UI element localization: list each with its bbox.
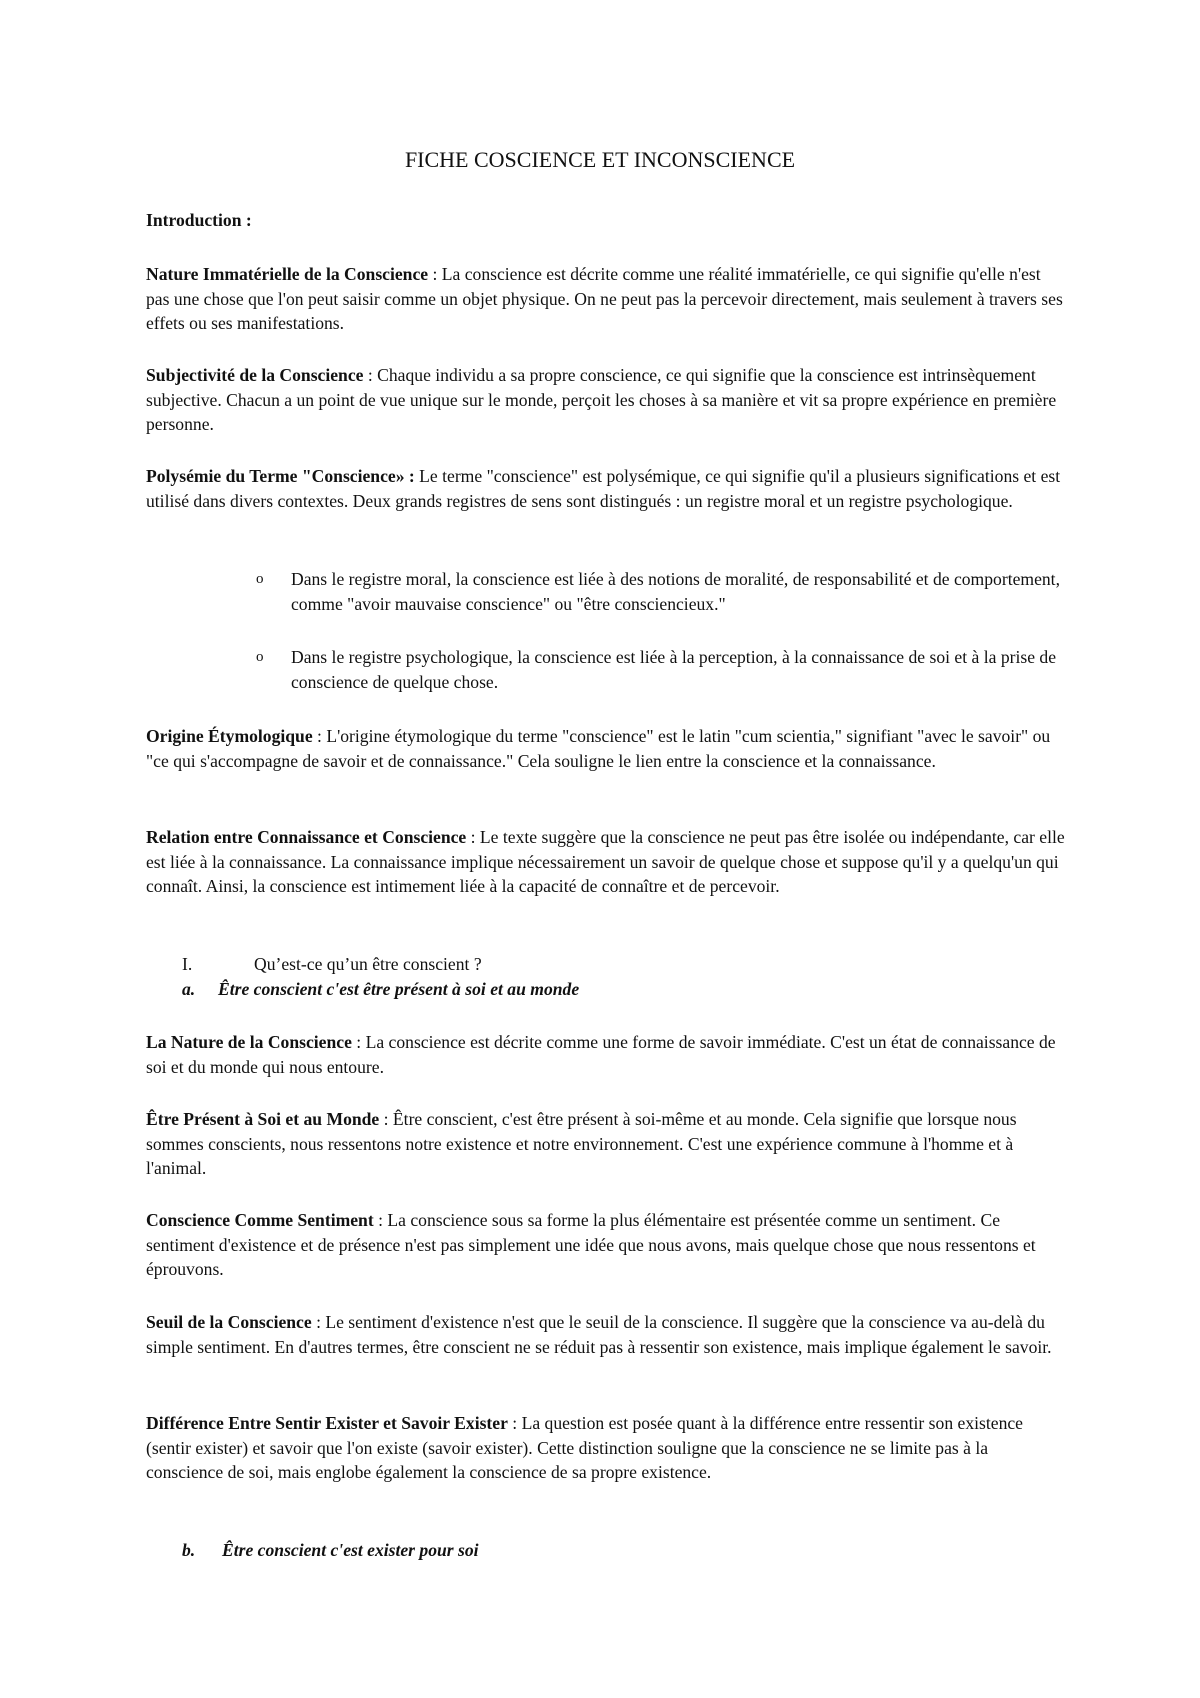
paragraph-text: : La conscience est décrite comme une réalité immatérielle, ce qui signifie qu'elle n'est pas une chose que l'on peut saisir comme un objet physique. On ne peut pas la percevoir directement, mais seulement à travers ses effets ou ses manifestations. — [146, 264, 1063, 333]
paragraph-text: : L'origine étymologique du terme "conscience" est le latin "cum scientia," signifiant "avec le savoir" ou "ce qui s'accompagne de savoir et de connaissance." Cela souligne le lien entre la conscience et la connaissance. — [146, 726, 1051, 771]
section-number: I. — [182, 954, 193, 974]
paragraph-text: Le terme "conscience" est polysémique, ce qui signifie qu'il a plusieurs significations et est utilisé dans divers contextes. Deux grands registres de sens sont distingués : un registre moral et un registre psychologique. — [146, 466, 1061, 511]
paragraph-term: Relation entre Connaissance et Conscience — [146, 827, 467, 847]
paragraph-nature-conscience — [146, 1030, 1066, 1079]
paragraph-text: : La question est posée quant à la différence entre ressentir son existence (sentir exister) et savoir que l'on existe (savoir exister). Cette distinction souligne que la conscience ne se limite pas à la conscience de soi, mais englobe également la conscience de sa propre existence. — [146, 1413, 1023, 1482]
list-item-text: Dans le registre moral, la conscience est liée à des notions de moralité, de responsabilité et de comportement, comme "avoir mauvaise conscience" ou "être consciencieux." — [291, 569, 1060, 614]
paragraph-polysemie — [146, 464, 1066, 513]
paragraph-term: Conscience Comme Sentiment — [146, 1210, 374, 1230]
paragraph-etre-present — [146, 1107, 1066, 1181]
paragraph-origine-etymologique — [146, 724, 1066, 773]
list-item-text: Dans le registre psychologique, la conscience est liée à la perception, à la connaissance de soi et à la prise de conscience de quelque chose. — [291, 647, 1057, 692]
paragraph-subjectivite — [146, 363, 1066, 437]
subsection-title: Être conscient c'est exister pour soi — [222, 1540, 479, 1560]
paragraph-text: : Chaque individu a sa propre conscience, ce qui signifie que la conscience est intrinsèquement subjective. Chacun a un point de vue unique sur le monde, perçoit les choses à sa manière et vit sa propre expérience en première personne. — [146, 365, 1057, 434]
bullet-marker: o — [256, 571, 264, 587]
paragraph-term: Différence Entre Sentir Exister et Savoir Exister — [146, 1413, 508, 1433]
paragraph-nature-immaterielle — [146, 262, 1066, 336]
paragraph-difference — [146, 1411, 1066, 1485]
paragraph-text: : Le texte suggère que la conscience ne peut pas être isolée ou indépendante, car elle est liée à la connaissance. La connaissance implique nécessairement un savoir de quelque chose et suppose qu'il y a quelqu'un qui connaît. Ainsi, la conscience est intimement liée à la capacité de connaître et de percevoir. — [146, 827, 1065, 896]
subsection-title: Être conscient c'est être présent à soi et au monde — [218, 979, 580, 999]
paragraph-term: Être Présent à Soi et au Monde — [146, 1109, 380, 1129]
subsection-letter: a. — [182, 979, 196, 999]
paragraph-text: : La conscience sous sa forme la plus élémentaire est présentée comme un sentiment. Ce sentiment d'existence et de présence n'est pas simplement une idée que nous avons, mais quelque chose que nous ressentons et éprouvons. — [146, 1210, 1036, 1279]
paragraph-term: Subjectivité de la Conscience — [146, 365, 364, 385]
paragraph-term: Polysémie du Terme "Conscience» : — [146, 466, 415, 486]
paragraph-term: Origine Étymologique — [146, 726, 313, 746]
paragraph-sentiment — [146, 1208, 1066, 1282]
paragraph-seuil — [146, 1310, 1066, 1359]
bullet-marker: o — [256, 649, 264, 665]
paragraph-text: : Le sentiment d'existence n'est que le seuil de la conscience. Il suggère que la conscience va au-delà du simple sentiment. En d'autres termes, être conscient ne se réduit pas à ressentir son existence, mais implique également le savoir. — [146, 1312, 1052, 1357]
subsection-letter: b. — [182, 1540, 196, 1560]
page-title: FICHE COSCIENCE ET INCONSCIENCE — [404, 147, 796, 172]
paragraph-term: Nature Immatérielle de la Conscience — [146, 264, 429, 284]
section-title: Qu’est-ce qu’un être conscient ? — [254, 954, 482, 974]
paragraph-text: : La conscience est décrite comme une forme de savoir immédiate. C'est un état de connaissance de soi et du monde qui nous entoure. — [146, 1032, 1056, 1077]
introduction-label — [146, 208, 1066, 233]
paragraph-term: Seuil de la Conscience — [146, 1312, 312, 1332]
paragraph-term: La Nature de la Conscience — [146, 1032, 352, 1052]
paragraph-relation — [146, 825, 1066, 899]
paragraph-text: : Être conscient, c'est être présent à soi-même et au monde. Cela signifie que lorsque nous sommes conscients, nous ressentons notre existence et notre environnement. C'est une expérience commune à l'homme et à l'animal. — [146, 1109, 1017, 1178]
introduction-label-text: Introduction : — [146, 210, 252, 230]
